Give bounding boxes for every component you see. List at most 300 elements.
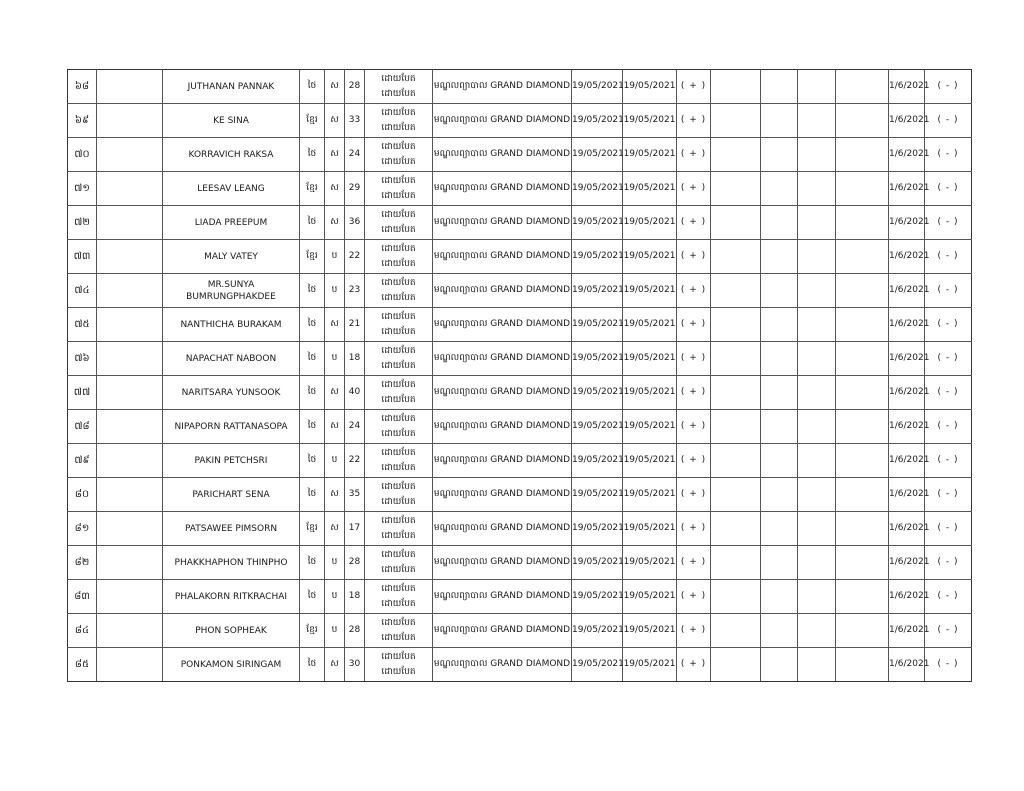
result-date-cell: 19/05/2021 xyxy=(623,138,677,172)
transport-method-cell xyxy=(365,478,433,512)
row-number-cell: ៧៥ xyxy=(68,308,97,342)
test-date-cell: 19/05/2021 xyxy=(572,580,623,614)
result-date-cell: 19/05/2021 xyxy=(623,240,677,274)
patient-name-cell: PHON SOPHEAK xyxy=(163,614,300,648)
positive-result-cell: ( + ) xyxy=(677,172,711,206)
treatment-center-cell: មណ្ឌលព្យាបាល GRAND DIAMOND xyxy=(433,172,572,206)
blank-cell xyxy=(97,308,163,342)
blank-cell xyxy=(711,580,761,614)
result-date-cell: 19/05/2021 xyxy=(623,512,677,546)
blank-cell xyxy=(97,104,163,138)
transport-method-cell xyxy=(365,308,433,342)
patient-name-cell: PARICHART SENA xyxy=(163,478,300,512)
transport-method-text: ដោយបែត xyxy=(381,530,416,541)
transport-method-text: ដោយបែត xyxy=(381,311,416,322)
blank-cell xyxy=(798,342,836,376)
table-row xyxy=(68,648,972,682)
blank-cell xyxy=(97,512,163,546)
positive-result-cell: ( + ) xyxy=(677,410,711,444)
sex-cell: ស xyxy=(325,308,345,342)
blank-cell xyxy=(836,206,889,240)
treatment-center-cell: មណ្ឌលព្យាបាល GRAND DIAMOND xyxy=(433,104,572,138)
blank-cell xyxy=(836,444,889,478)
table-body xyxy=(68,70,972,682)
result-date-cell: 19/05/2021 xyxy=(623,70,677,104)
blank-cell xyxy=(798,240,836,274)
result-date-cell: 19/05/2021 xyxy=(623,410,677,444)
result-date-cell: 19/05/2021 xyxy=(623,172,677,206)
blank-cell xyxy=(761,172,798,206)
positive-result-cell: ( + ) xyxy=(677,138,711,172)
blank-cell xyxy=(798,172,836,206)
blank-cell xyxy=(761,104,798,138)
discharge-date-cell: 1/6/2021 xyxy=(889,410,925,444)
nationality-cell: ថៃ xyxy=(300,206,325,240)
treatment-center-cell: មណ្ឌលព្យាបាល GRAND DIAMOND xyxy=(433,206,572,240)
blank-cell xyxy=(798,478,836,512)
sex-cell: ប xyxy=(325,240,345,274)
blank-cell xyxy=(798,104,836,138)
result-date-cell: 19/05/2021 xyxy=(623,376,677,410)
blank-cell xyxy=(97,580,163,614)
age-cell: 40 xyxy=(345,376,365,410)
blank-cell xyxy=(798,648,836,682)
blank-cell xyxy=(836,240,889,274)
discharge-date-cell: 1/6/2021 xyxy=(889,546,925,580)
negative-result-cell: ( - ) xyxy=(925,308,972,342)
blank-cell xyxy=(798,274,836,308)
blank-cell xyxy=(711,206,761,240)
blank-cell xyxy=(836,546,889,580)
treatment-center-cell: មណ្ឌលព្យាបាល GRAND DIAMOND xyxy=(433,648,572,682)
blank-cell xyxy=(836,342,889,376)
nationality-cell: ថៃ xyxy=(300,580,325,614)
treatment-center-cell: មណ្ឌលព្យាបាល GRAND DIAMOND xyxy=(433,444,572,478)
transport-method-text: ដោយបែត xyxy=(381,175,416,186)
table-row xyxy=(68,580,972,614)
test-date-cell: 19/05/2021 xyxy=(572,206,623,240)
patient-name-cell: NIPAPORN RATTANASOPA xyxy=(163,410,300,444)
blank-cell xyxy=(97,614,163,648)
blank-cell xyxy=(761,342,798,376)
blank-cell xyxy=(798,444,836,478)
negative-result-cell: ( - ) xyxy=(925,478,972,512)
transport-method-text: ដោយបែត xyxy=(381,292,416,303)
blank-cell xyxy=(836,376,889,410)
blank-cell xyxy=(761,138,798,172)
blank-cell xyxy=(798,308,836,342)
result-date-cell: 19/05/2021 xyxy=(623,478,677,512)
transport-method-text: ដោយបែត xyxy=(381,617,416,628)
blank-cell xyxy=(761,512,798,546)
sex-cell: ប xyxy=(325,580,345,614)
negative-result-cell: ( - ) xyxy=(925,512,972,546)
transport-method-text: ដោយបែត xyxy=(381,598,416,609)
sex-cell: ប xyxy=(325,614,345,648)
sex-cell: ប xyxy=(325,546,345,580)
result-date-cell: 19/05/2021 xyxy=(623,206,677,240)
blank-cell xyxy=(761,648,798,682)
nationality-cell: ថៃ xyxy=(300,478,325,512)
result-date-cell: 19/05/2021 xyxy=(623,648,677,682)
discharge-date-cell: 1/6/2021 xyxy=(889,240,925,274)
table-row xyxy=(68,444,972,478)
sex-cell: ស xyxy=(325,410,345,444)
sex-cell: ស xyxy=(325,478,345,512)
transport-method-text: ដោយបែត xyxy=(381,481,416,492)
discharge-date-cell: 1/6/2021 xyxy=(889,70,925,104)
result-date-cell: 19/05/2021 xyxy=(623,546,677,580)
patient-name-cell: NAPACHAT NABOON xyxy=(163,342,300,376)
table-row xyxy=(68,308,972,342)
transport-method-cell xyxy=(365,274,433,308)
treatment-center-cell: មណ្ឌលព្យាបាល GRAND DIAMOND xyxy=(433,70,572,104)
test-date-cell: 19/05/2021 xyxy=(572,70,623,104)
sex-cell: ប xyxy=(325,444,345,478)
result-date-cell: 19/05/2021 xyxy=(623,308,677,342)
patient-name-cell: PHALAKORN RITKRACHAI xyxy=(163,580,300,614)
blank-cell xyxy=(761,614,798,648)
treatment-center-cell: មណ្ឌលព្យាបាល GRAND DIAMOND xyxy=(433,614,572,648)
blank-cell xyxy=(97,546,163,580)
nationality-cell: ថៃ xyxy=(300,410,325,444)
blank-cell xyxy=(761,274,798,308)
blank-cell xyxy=(761,478,798,512)
positive-result-cell: ( + ) xyxy=(677,580,711,614)
transport-method-cell xyxy=(365,138,433,172)
blank-cell xyxy=(798,580,836,614)
transport-method-text: ដោយបែត xyxy=(381,564,416,575)
transport-method-text: ដោយបែត xyxy=(381,360,416,371)
blank-cell xyxy=(711,172,761,206)
transport-method-cell xyxy=(365,70,433,104)
age-cell: 30 xyxy=(345,648,365,682)
discharge-date-cell: 1/6/2021 xyxy=(889,172,925,206)
test-date-cell: 19/05/2021 xyxy=(572,444,623,478)
test-date-cell: 19/05/2021 xyxy=(572,138,623,172)
test-date-cell: 19/05/2021 xyxy=(572,410,623,444)
test-date-cell: 19/05/2021 xyxy=(572,274,623,308)
table-row xyxy=(68,206,972,240)
blank-cell xyxy=(711,240,761,274)
negative-result-cell: ( - ) xyxy=(925,104,972,138)
sex-cell: ស xyxy=(325,376,345,410)
treatment-center-cell: មណ្ឌលព្យាបាល GRAND DIAMOND xyxy=(433,478,572,512)
blank-cell xyxy=(711,410,761,444)
nationality-cell: ថៃ xyxy=(300,274,325,308)
table-row xyxy=(68,172,972,206)
blank-cell xyxy=(711,478,761,512)
table-row xyxy=(68,512,972,546)
patient-table xyxy=(67,69,972,682)
test-date-cell: 19/05/2021 xyxy=(572,614,623,648)
negative-result-cell: ( - ) xyxy=(925,240,972,274)
patient-name-cell: PATSAWEE PIMSORN xyxy=(163,512,300,546)
discharge-date-cell: 1/6/2021 xyxy=(889,274,925,308)
transport-method-text: ដោយបែត xyxy=(381,326,416,337)
discharge-date-cell: 1/6/2021 xyxy=(889,308,925,342)
table-row xyxy=(68,240,972,274)
age-cell: 28 xyxy=(345,614,365,648)
transport-method-text: ដោយបែត xyxy=(381,243,416,254)
blank-cell xyxy=(836,172,889,206)
negative-result-cell: ( - ) xyxy=(925,376,972,410)
transport-method-cell xyxy=(365,410,433,444)
nationality-cell: ថៃ xyxy=(300,444,325,478)
blank-cell xyxy=(711,274,761,308)
transport-method-text: ដោយបែត xyxy=(381,73,416,84)
blank-cell xyxy=(836,580,889,614)
nationality-cell: ថៃ xyxy=(300,648,325,682)
blank-cell xyxy=(761,410,798,444)
nationality-cell: ថៃ xyxy=(300,342,325,376)
blank-cell xyxy=(711,546,761,580)
positive-result-cell: ( + ) xyxy=(677,206,711,240)
negative-result-cell: ( - ) xyxy=(925,172,972,206)
blank-cell xyxy=(711,444,761,478)
test-date-cell: 19/05/2021 xyxy=(572,376,623,410)
blank-cell xyxy=(97,444,163,478)
blank-cell xyxy=(836,512,889,546)
patient-name-cell: KORRAVICH RAKSA xyxy=(163,138,300,172)
blank-cell xyxy=(711,308,761,342)
blank-cell xyxy=(761,206,798,240)
transport-method-cell xyxy=(365,240,433,274)
sex-cell: ស xyxy=(325,138,345,172)
row-number-cell: ៧៩ xyxy=(68,444,97,478)
row-number-cell: ៧៤ xyxy=(68,274,97,308)
transport-method-text: ដោយបែត xyxy=(381,549,416,560)
sex-cell: ស xyxy=(325,648,345,682)
blank-cell xyxy=(711,342,761,376)
positive-result-cell: ( + ) xyxy=(677,444,711,478)
nationality-cell: ខ្មែរ xyxy=(300,240,325,274)
positive-result-cell: ( + ) xyxy=(677,342,711,376)
positive-result-cell: ( + ) xyxy=(677,104,711,138)
transport-method-cell xyxy=(365,546,433,580)
patient-name-cell: LEESAV LEANG xyxy=(163,172,300,206)
treatment-center-cell: មណ្ឌលព្យាបាល GRAND DIAMOND xyxy=(433,138,572,172)
transport-method-cell xyxy=(365,206,433,240)
patient-name-cell: PONKAMON SIRINGAM xyxy=(163,648,300,682)
blank-cell xyxy=(798,138,836,172)
treatment-center-cell: មណ្ឌលព្យាបាល GRAND DIAMOND xyxy=(433,512,572,546)
row-number-cell: ៦៨ xyxy=(68,70,97,104)
blank-cell xyxy=(761,376,798,410)
blank-cell xyxy=(836,410,889,444)
transport-method-text: ដោយបែត xyxy=(381,666,416,677)
discharge-date-cell: 1/6/2021 xyxy=(889,206,925,240)
blank-cell xyxy=(97,274,163,308)
result-date-cell: 19/05/2021 xyxy=(623,104,677,138)
transport-method-cell xyxy=(365,648,433,682)
blank-cell xyxy=(798,206,836,240)
transport-method-text: ដោយបែត xyxy=(381,394,416,405)
row-number-cell: ៧៨ xyxy=(68,410,97,444)
nationality-cell: ថៃ xyxy=(300,546,325,580)
blank-cell xyxy=(97,376,163,410)
age-cell: 18 xyxy=(345,580,365,614)
blank-cell xyxy=(97,138,163,172)
blank-cell xyxy=(97,648,163,682)
blank-cell xyxy=(711,376,761,410)
discharge-date-cell: 1/6/2021 xyxy=(889,580,925,614)
row-number-cell: ៧១ xyxy=(68,172,97,206)
test-date-cell: 19/05/2021 xyxy=(572,104,623,138)
transport-method-cell xyxy=(365,580,433,614)
negative-result-cell: ( - ) xyxy=(925,546,972,580)
discharge-date-cell: 1/6/2021 xyxy=(889,512,925,546)
patient-name-cell: MALY VATEY xyxy=(163,240,300,274)
test-date-cell: 19/05/2021 xyxy=(572,478,623,512)
transport-method-text: ដោយបែត xyxy=(381,277,416,288)
discharge-date-cell: 1/6/2021 xyxy=(889,376,925,410)
row-number-cell: ៧៧ xyxy=(68,376,97,410)
transport-method-text: ដោយបែត xyxy=(381,224,416,235)
table-row xyxy=(68,410,972,444)
nationality-cell: ថៃ xyxy=(300,308,325,342)
table-row xyxy=(68,104,972,138)
test-date-cell: 19/05/2021 xyxy=(572,648,623,682)
transport-method-cell xyxy=(365,104,433,138)
transport-method-cell xyxy=(365,444,433,478)
row-number-cell: ៨២ xyxy=(68,546,97,580)
positive-result-cell: ( + ) xyxy=(677,512,711,546)
treatment-center-cell: មណ្ឌលព្យាបាល GRAND DIAMOND xyxy=(433,274,572,308)
nationality-cell: ខ្មែរ xyxy=(300,104,325,138)
sex-cell: ស xyxy=(325,104,345,138)
transport-method-cell xyxy=(365,376,433,410)
result-date-cell: 19/05/2021 xyxy=(623,444,677,478)
blank-cell xyxy=(836,648,889,682)
blank-cell xyxy=(711,648,761,682)
blank-cell xyxy=(711,512,761,546)
negative-result-cell: ( - ) xyxy=(925,206,972,240)
nationality-cell: ខ្មែរ xyxy=(300,614,325,648)
discharge-date-cell: 1/6/2021 xyxy=(889,478,925,512)
positive-result-cell: ( + ) xyxy=(677,614,711,648)
transport-method-cell xyxy=(365,172,433,206)
negative-result-cell: ( - ) xyxy=(925,342,972,376)
transport-method-cell xyxy=(365,614,433,648)
positive-result-cell: ( + ) xyxy=(677,308,711,342)
patient-name-cell: KE SINA xyxy=(163,104,300,138)
blank-cell xyxy=(836,478,889,512)
treatment-center-cell: មណ្ឌលព្យាបាល GRAND DIAMOND xyxy=(433,308,572,342)
negative-result-cell: ( - ) xyxy=(925,70,972,104)
blank-cell xyxy=(761,444,798,478)
blank-cell xyxy=(798,512,836,546)
transport-method-cell xyxy=(365,342,433,376)
sex-cell: ស xyxy=(325,70,345,104)
negative-result-cell: ( - ) xyxy=(925,410,972,444)
blank-cell xyxy=(711,104,761,138)
transport-method-text: ដោយបែត xyxy=(381,190,416,201)
test-date-cell: 19/05/2021 xyxy=(572,546,623,580)
transport-method-text: ដោយបែត xyxy=(381,156,416,167)
discharge-date-cell: 1/6/2021 xyxy=(889,342,925,376)
age-cell: 28 xyxy=(345,546,365,580)
age-cell: 28 xyxy=(345,70,365,104)
patient-name-cell: NARITSARA YUNSOOK xyxy=(163,376,300,410)
nationality-cell: ថៃ xyxy=(300,376,325,410)
age-cell: 24 xyxy=(345,138,365,172)
positive-result-cell: ( + ) xyxy=(677,478,711,512)
transport-method-text: ដោយបែត xyxy=(381,209,416,220)
blank-cell xyxy=(798,614,836,648)
positive-result-cell: ( + ) xyxy=(677,70,711,104)
treatment-center-cell: មណ្ឌលព្យាបាល GRAND DIAMOND xyxy=(433,240,572,274)
test-date-cell: 19/05/2021 xyxy=(572,240,623,274)
patient-name-cell: JUTHANAN PANNAK xyxy=(163,70,300,104)
row-number-cell: ៧៦ xyxy=(68,342,97,376)
treatment-center-cell: មណ្ឌលព្យាបាល GRAND DIAMOND xyxy=(433,580,572,614)
blank-cell xyxy=(798,70,836,104)
age-cell: 18 xyxy=(345,342,365,376)
age-cell: 35 xyxy=(345,478,365,512)
age-cell: 21 xyxy=(345,308,365,342)
nationality-cell: ថៃ xyxy=(300,138,325,172)
negative-result-cell: ( - ) xyxy=(925,138,972,172)
blank-cell xyxy=(97,410,163,444)
treatment-center-cell: មណ្ឌលព្យាបាល GRAND DIAMOND xyxy=(433,546,572,580)
negative-result-cell: ( - ) xyxy=(925,580,972,614)
row-number-cell: ៧០ xyxy=(68,138,97,172)
blank-cell xyxy=(761,240,798,274)
test-date-cell: 19/05/2021 xyxy=(572,172,623,206)
blank-cell xyxy=(836,274,889,308)
sex-cell: ស xyxy=(325,206,345,240)
row-number-cell: ៨៣ xyxy=(68,580,97,614)
patient-name-cell: LIADA PREEPUM xyxy=(163,206,300,240)
transport-method-text: ដោយបែត xyxy=(381,632,416,643)
blank-cell xyxy=(798,410,836,444)
sex-cell: ប xyxy=(325,342,345,376)
age-cell: 22 xyxy=(345,240,365,274)
result-date-cell: 19/05/2021 xyxy=(623,614,677,648)
transport-method-text: ដោយបែត xyxy=(381,462,416,473)
test-date-cell: 19/05/2021 xyxy=(572,342,623,376)
blank-cell xyxy=(836,308,889,342)
transport-method-text: ដោយបែត xyxy=(381,379,416,390)
discharge-date-cell: 1/6/2021 xyxy=(889,444,925,478)
transport-method-text: ដោយបែត xyxy=(381,515,416,526)
row-number-cell: ៦៩ xyxy=(68,104,97,138)
age-cell: 17 xyxy=(345,512,365,546)
blank-cell xyxy=(711,70,761,104)
positive-result-cell: ( + ) xyxy=(677,376,711,410)
blank-cell xyxy=(798,546,836,580)
blank-cell xyxy=(761,308,798,342)
discharge-date-cell: 1/6/2021 xyxy=(889,138,925,172)
blank-cell xyxy=(836,614,889,648)
nationality-cell: ខ្មែរ xyxy=(300,512,325,546)
transport-method-text: ដោយបែត xyxy=(381,496,416,507)
age-cell: 36 xyxy=(345,206,365,240)
age-cell: 33 xyxy=(345,104,365,138)
result-date-cell: 19/05/2021 xyxy=(623,580,677,614)
blank-cell xyxy=(836,104,889,138)
patient-name-cell: MR.SUNYA BUMRUNGPHAKDEE xyxy=(163,274,300,308)
age-cell: 29 xyxy=(345,172,365,206)
table-row xyxy=(68,274,972,308)
row-number-cell: ៨១ xyxy=(68,512,97,546)
treatment-center-cell: មណ្ឌលព្យាបាល GRAND DIAMOND xyxy=(433,410,572,444)
test-date-cell: 19/05/2021 xyxy=(572,512,623,546)
blank-cell xyxy=(761,70,798,104)
blank-cell xyxy=(761,546,798,580)
blank-cell xyxy=(97,478,163,512)
